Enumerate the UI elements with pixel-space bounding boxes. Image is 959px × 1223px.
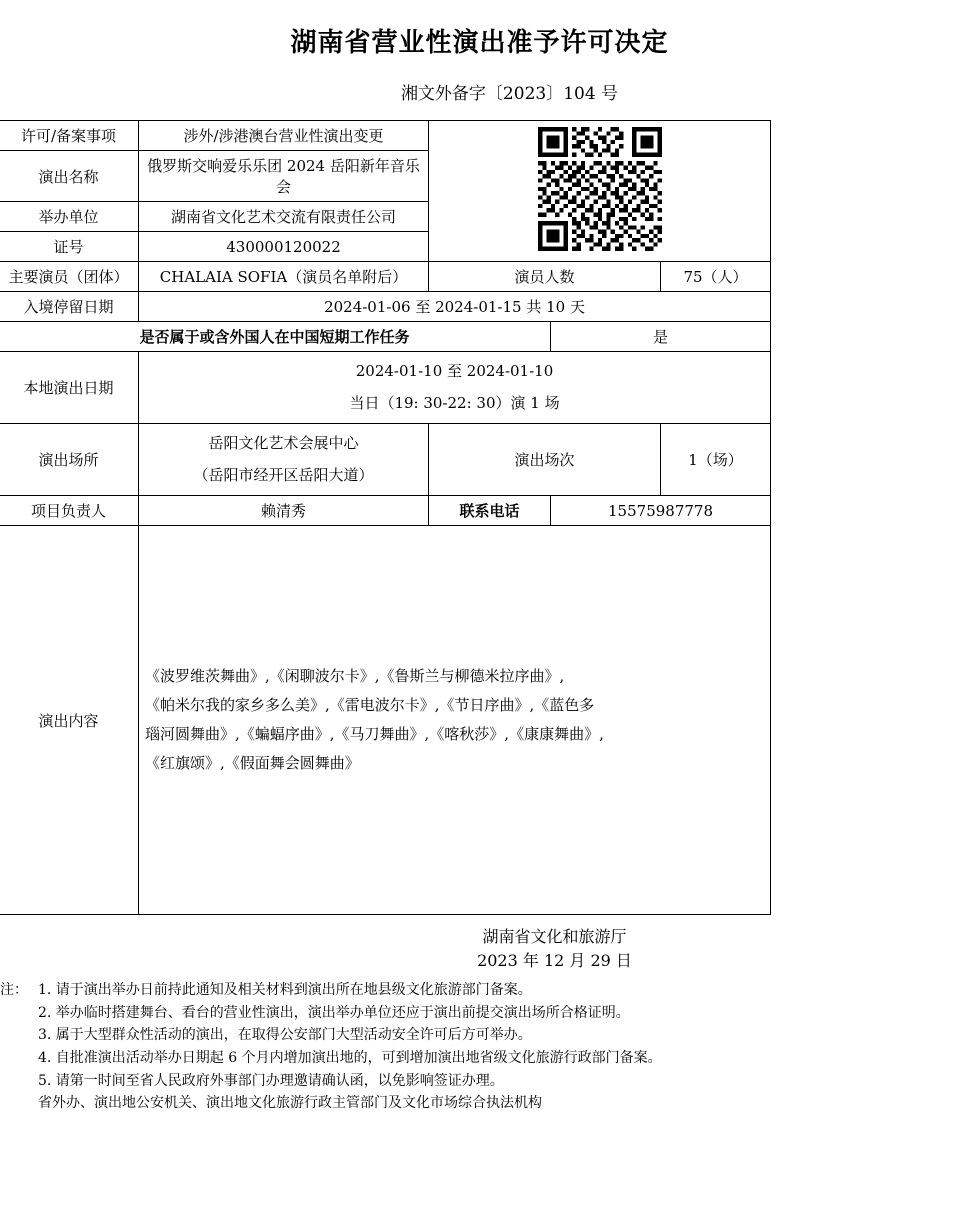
permit-table [0,120,771,915]
table-row [0,292,771,322]
document-page [0,22,959,1223]
show-name-label: 演出名称 [0,151,139,202]
document-number: 湘文外备字〔2023〕104 号 [400,84,619,104]
table-row [0,496,771,526]
cert-label: 证号 [0,232,139,262]
content-label: 演出内容 [0,526,139,915]
local-date-value [139,352,771,424]
permit-item-value: 涉外/涉港澳台营业性演出变更 [139,121,429,151]
note-item: 3. 属于大型群众性活动的演出，在取得公安部门大型活动安全许可后方可举办。 [38,1027,532,1044]
stay-period-value: 2024-01-06 至 2024-01-15 共 10 天 [139,292,771,322]
issuer-name: 湖南省文化和旅游厅 [482,927,627,946]
actor-count-value: 75（人） [661,262,771,292]
stay-period-label: 入境停留日期 [0,292,139,322]
table-row [0,322,771,352]
table-row [0,352,771,424]
session-value: 1（场） [661,424,771,496]
content-line: 《帕米尔我的家乡多么美》,《雷电波尔卡》,《节日序曲》,《蓝色多 [145,695,595,714]
signature-block [0,925,959,973]
content-line: 《红旗颂》,《假面舞会圆舞曲》 [145,754,360,773]
manager-label: 项目负责人 [0,496,139,526]
organizer-label: 举办单位 [0,202,139,232]
content-value [139,526,771,915]
notes-last-line: 省外办、演出地公安机关、演出地文化旅游行政主管部门及文化市场综合执法机构 [38,1095,542,1112]
organizer-value: 湖南省文化艺术交流有限责任公司 [139,202,429,232]
note-item: 1. 请于演出举办日前持此通知及相关材料到演出所在地县级文化旅游部门备案。 [38,982,532,998]
phone-value: 15575987778 [551,496,771,526]
venue-line-2: （岳阳市经开区岳阳大道） [193,465,374,484]
short-term-value: 是 [551,322,771,352]
show-name-value: 俄罗斯交响爱乐乐团 2024 岳阳新年音乐会 [139,151,429,202]
note-item: 2. 举办临时搭建舞台、看台的营业性演出，演出举办单位还应于演出前提交演出场所合格证明。 [38,1004,630,1021]
local-date-line-1: 2024-01-10 至 2024-01-10 [355,362,554,380]
notes-block [0,979,959,1115]
venue-label: 演出场所 [0,424,139,496]
content-line: 《波罗维茨舞曲》,《闲聊波尔卡》,《鲁斯兰与柳德米拉序曲》, [145,666,565,685]
main-actor-value: CHALAIA SOFIA（演员名单附后） [139,262,429,292]
qr-code-icon [538,127,662,251]
issue-date: 2023 年 12 月 29 日 [477,951,632,970]
venue-value [139,424,429,496]
local-date-label: 本地演出日期 [0,352,139,424]
table-row [0,526,771,915]
note-item: 4. 自批准演出活动举办日期起 6 个月内增加演出地的，可到增加演出地省级文化旅游行政部门备案。 [38,1050,662,1067]
actor-count-label: 演员人数 [429,262,661,292]
content-line: 瑙河圆舞曲》,《蝙蝠序曲》,《马刀舞曲》,《喀秋莎》,《康康舞曲》, [145,725,604,743]
session-label: 演出场次 [429,424,661,496]
qr-code-cell [429,121,771,262]
main-actor-label: 主要演员（团体） [0,262,139,292]
table-row [0,262,771,292]
local-date-line-2: 当日（19: 30-22: 30）演 1 场 [349,393,560,412]
cert-value: 430000120022 [139,232,429,262]
manager-value: 赖清秀 [139,496,429,526]
phone-label: 联系电话 [429,496,551,526]
note-item: 5. 请第一时间至省人民政府外事部门办理邀请确认函，以免影响签证办理。 [38,1072,504,1089]
short-term-label: 是否属于或含外国人在中国短期工作任务 [0,322,551,352]
notes-head: 注： [0,982,28,998]
permit-item-label: 许可/备案事项 [0,121,139,151]
table-row [0,121,771,151]
table-row [0,424,771,496]
venue-line-1: 岳阳文化艺术会展中心 [208,434,359,452]
page-title: 湖南省营业性演出准予许可决定 [290,28,669,58]
